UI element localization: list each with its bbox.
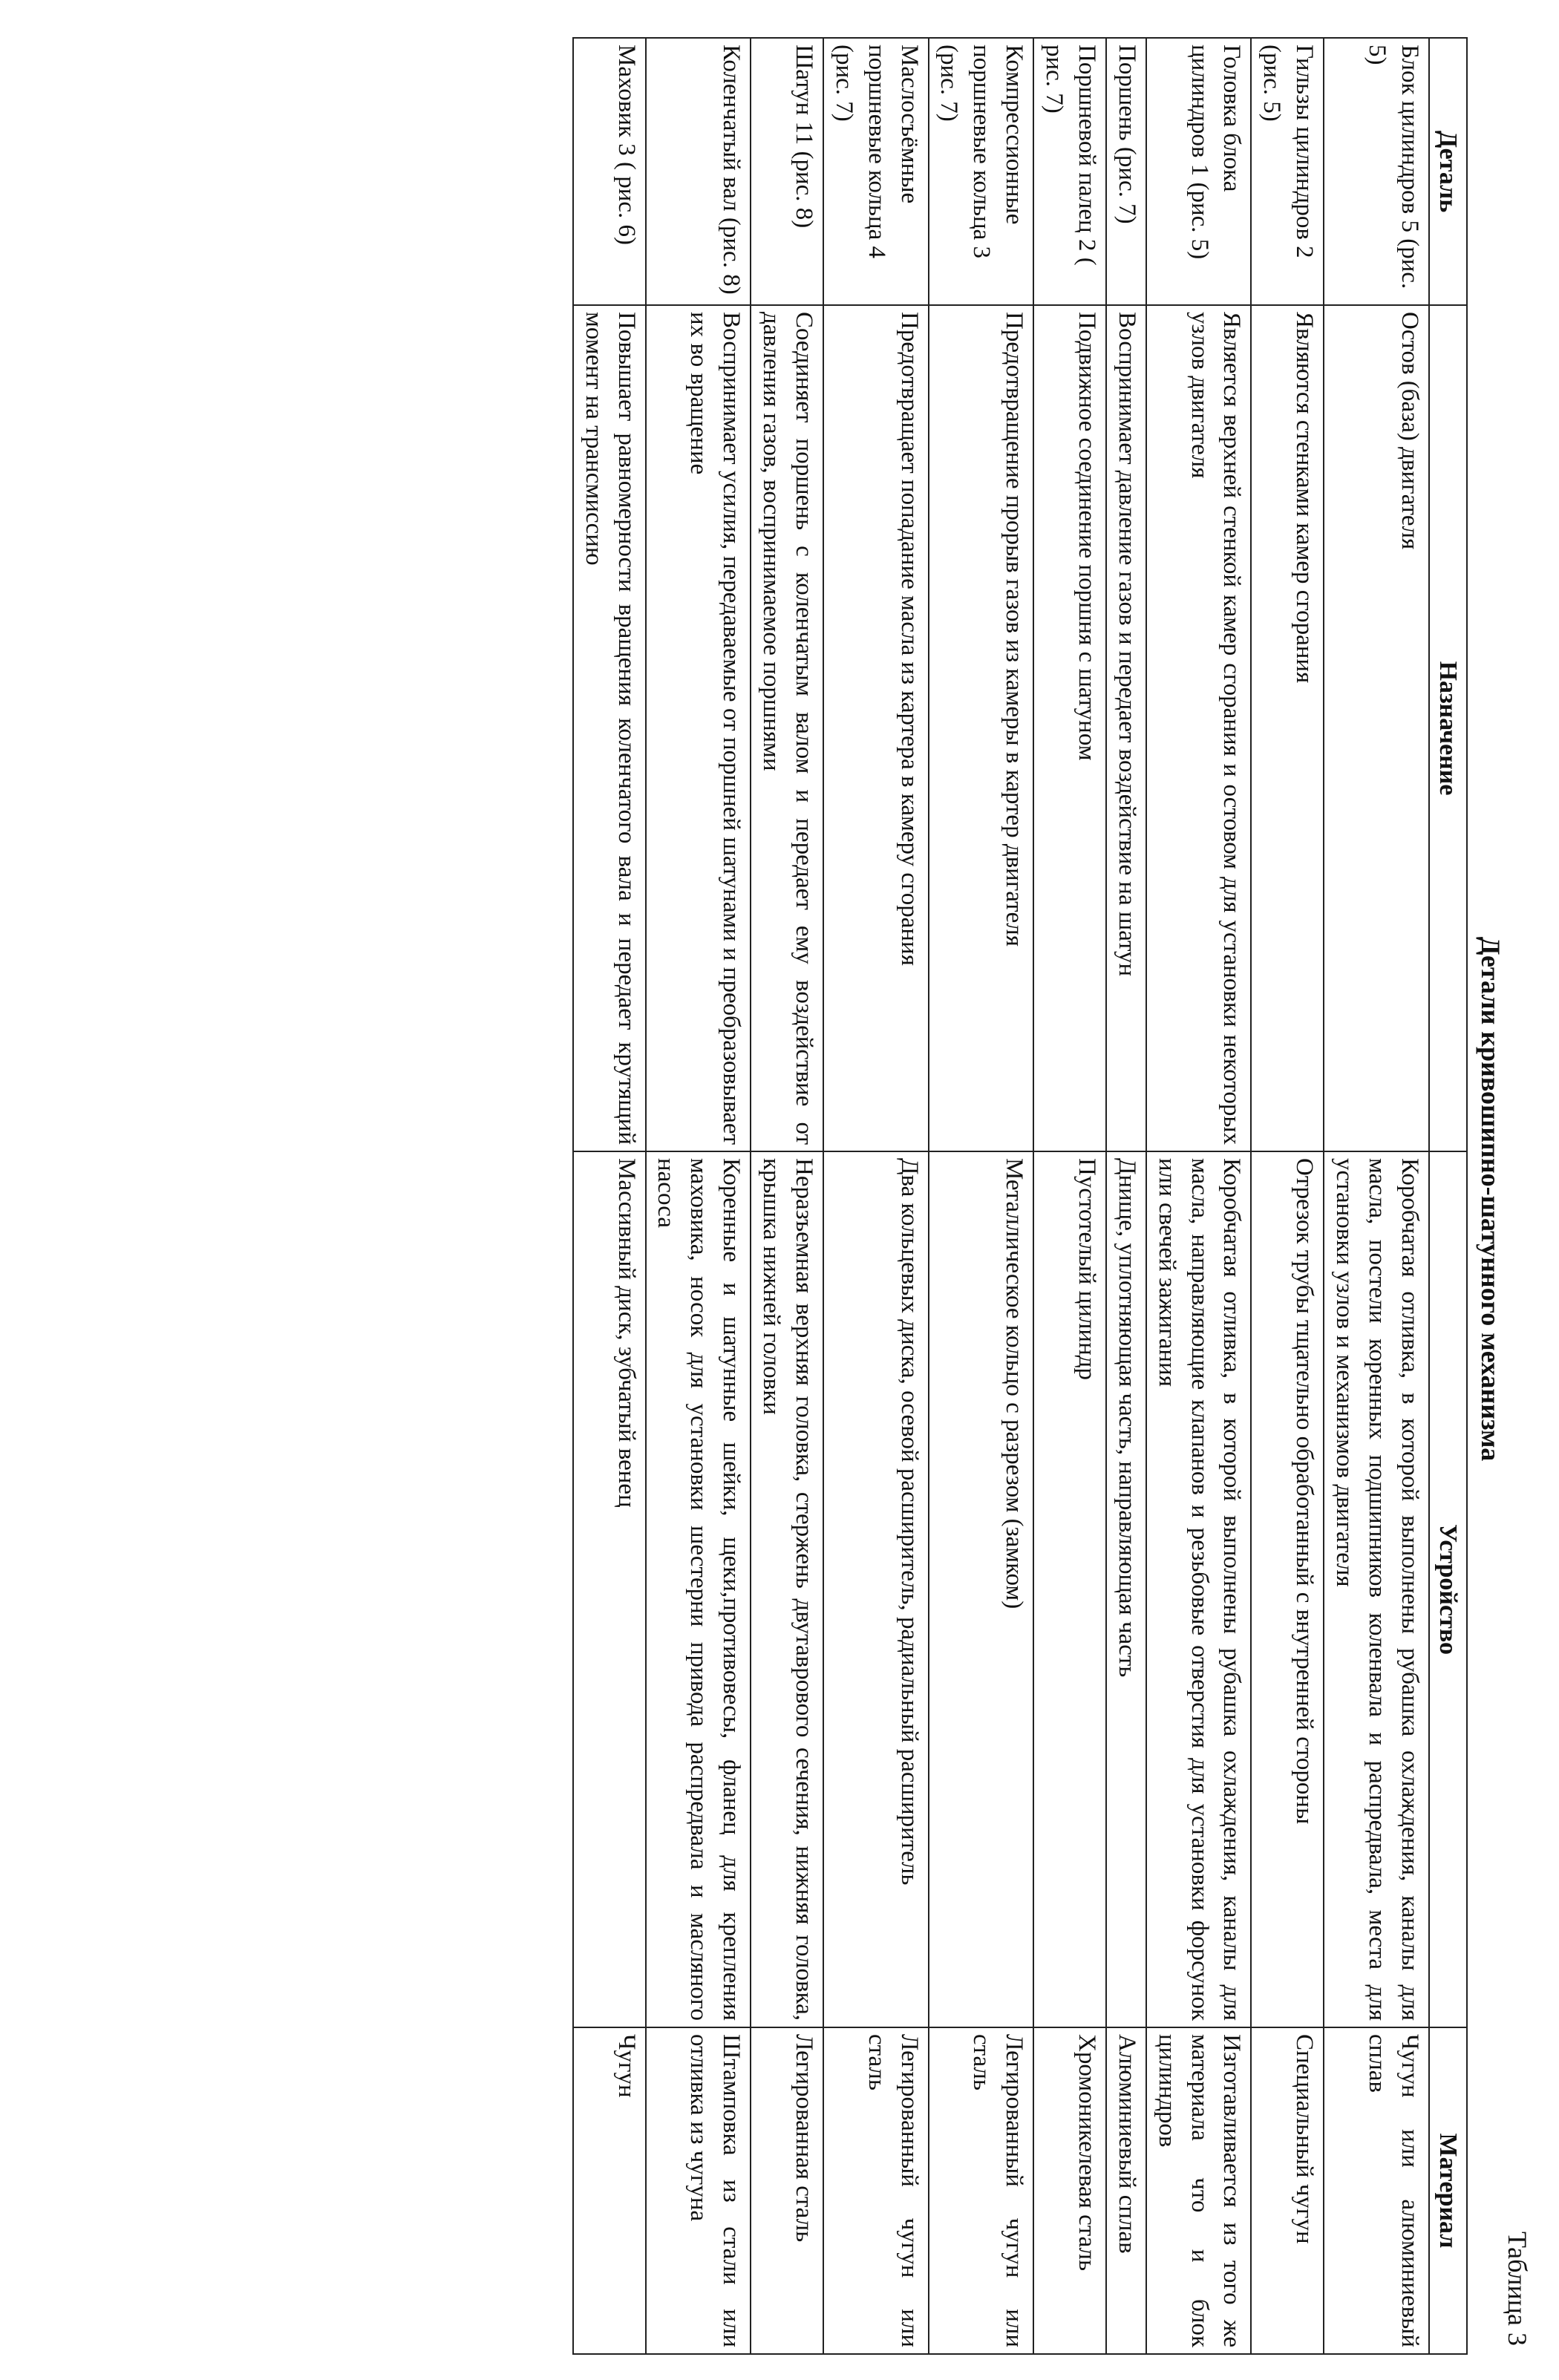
- cell-part: Гильзы цилиндров 2 (рис. 5): [1251, 38, 1324, 305]
- cell-part: Маховик 3 ( рис. 6): [573, 38, 646, 305]
- cell-material: Легированный чугун или сталь: [929, 2027, 1034, 2354]
- table-number: Таблица 3: [1503, 2232, 1532, 2346]
- cell-design: Металлическое кольцо с разрезом (замком): [929, 1151, 1034, 2027]
- cell-purpose: Повышает равномерности вращения коленчатого вала и передает крутящий момент на трансмиссию: [573, 305, 646, 1151]
- cell-design: Коренные и шатунные шейки, щеки,противовесы, фланец для крепления маховика, носок для установки шестерни привода распредвала и масляного насоса: [646, 1151, 751, 2027]
- header-row: [1429, 38, 1467, 2354]
- cell-part: Блок цилиндров 5 (рис. 5): [1324, 38, 1429, 305]
- cell-part: Поршень (рис. 7): [1106, 38, 1146, 305]
- table-row: [1324, 38, 1429, 2354]
- table-row: [646, 38, 751, 2354]
- cell-material: Легированный чугун или сталь: [823, 2027, 929, 2354]
- cell-design: Днище, уплотняющая часть, направляющая часть: [1106, 1151, 1146, 2027]
- cell-material: Специальный чугун: [1251, 2027, 1324, 2354]
- table-row: [1146, 38, 1252, 2354]
- cell-material: Чугун: [573, 2027, 646, 2354]
- cell-material: Изготавливается из того же материала что и блок цилиндров: [1146, 2027, 1252, 2354]
- cell-purpose: Воспринимает давление газов и передает воздействие на шатун: [1106, 305, 1146, 1151]
- cell-material: Хромоникелевая сталь: [1033, 2027, 1106, 2354]
- cell-part: Шатун 11 (рис. 8): [751, 38, 823, 305]
- cell-purpose: Воспринимает усилия, передаваемые от поршней шатунами и преобразовывает их во вращение: [646, 305, 751, 1151]
- cell-design: Два кольцевых диска, осевой расширитель, радиальный расширитель: [823, 1151, 929, 2027]
- cell-material: Чугун или алюминиевый сплав: [1324, 2027, 1429, 2354]
- header-design: Устройство: [1429, 1151, 1467, 2027]
- cell-material: Алюминиевый сплав: [1106, 2027, 1146, 2354]
- cell-design: Неразъемная верхняя головка, стержень двутаврового сечения, нижняя головка, крышка нижней головки: [751, 1151, 823, 2027]
- cell-purpose: Предотвращает попадание масла из картера в камеру сгорания: [823, 305, 929, 1151]
- cell-part: Маслосъёмные поршневые кольца 4 (рис. 7): [823, 38, 929, 305]
- table-row: [1251, 38, 1324, 2354]
- cell-purpose: Соединяет поршень с коленчатым валом и передает ему воздействие от давления газов, воспринимаемое поршнями: [751, 305, 823, 1151]
- header-material: Материал: [1429, 2027, 1467, 2354]
- table-row: [751, 38, 823, 2354]
- header-purpose: Назначение: [1429, 305, 1467, 1151]
- table-row: [1033, 38, 1106, 2354]
- cell-material: Штамповка из стали или отливка из чугуна: [646, 2027, 751, 2354]
- table-row: [823, 38, 929, 2354]
- cell-part: Компрессионные поршневые кольца 3 (рис. 7): [929, 38, 1034, 305]
- cell-design: Массивный диск, зубчатый венец: [573, 1151, 646, 2027]
- cell-purpose: Является верхней стенкой камер сгорания и остовом для установки некоторых узлов двигателя: [1146, 305, 1252, 1151]
- parts-table: [572, 37, 1468, 2355]
- cell-part: Поршневой палец 2 ( рис. 7): [1033, 38, 1106, 305]
- table-row: [929, 38, 1034, 2354]
- cell-purpose: Остов (база) двигателя: [1324, 305, 1429, 1151]
- document-page: [4, 30, 1533, 2368]
- cell-purpose: Подвижное соединение поршня с шатуном: [1033, 305, 1106, 1151]
- cell-purpose: Являются стенками камер сгорания: [1251, 305, 1324, 1151]
- header-part: Деталь: [1429, 38, 1467, 305]
- cell-part: Головка блока цилиндров 1 (рис. 5): [1146, 38, 1252, 305]
- table-row: [1106, 38, 1146, 2354]
- cell-design: Коробчатая отливка, в которой выполнены рубашка охлаждения, каналы для масла, направляющие клапанов и резьбовые отверстия для установки форсунок или свечей зажигания: [1146, 1151, 1252, 2027]
- table-title: Детали кривошипно-шатунного механизма: [1476, 936, 1506, 1462]
- cell-design: Пустотелый цилиндр: [1033, 1151, 1106, 2027]
- cell-design: Коробчатая отливка, в которой выполнены рубашка охлаждения, каналы для масла, постели коренных подшипников коленвала и распредвала, места для установки узлов и механизмов двигателя: [1324, 1151, 1429, 2027]
- table-row: [573, 38, 646, 2354]
- cell-design: Отрезок трубы тщательно обработанный с внутренней стороны: [1251, 1151, 1324, 2027]
- cell-material: Легированная сталь: [751, 2027, 823, 2354]
- cell-part: Коленчатый вал (рис. 8): [646, 38, 751, 305]
- cell-purpose: Предотвращение прорыв газов из камеры в картер двигателя: [929, 305, 1034, 1151]
